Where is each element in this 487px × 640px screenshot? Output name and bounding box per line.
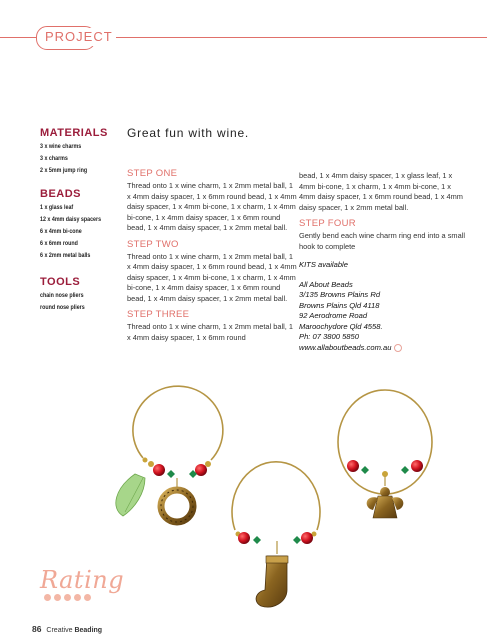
tools-list <box>40 276 124 312</box>
rating-dot <box>54 594 61 601</box>
kits-line: Maroochydore Qld 4558. <box>299 321 383 331</box>
kits-title: KITS available <box>299 260 348 269</box>
step-one-text: Thread onto 1 x wine charm, 1 x 2mm metal ball, 1 x 4mm daisy spacer, 1 x 6mm round bead, 1 x 4mm daisy spacer, 1 x 4mm bi-cone, 1 x charm, 1 x 4mm bi-cone, 1 x 4mm daisy spacer, 1 x 6mm round bead, 1 x 4mm daisy spacer, 1 x 2mm metal ball. <box>127 181 297 232</box>
beads-item: 6 x 6mm round <box>40 240 78 247</box>
beads-item: 12 x 4mm daisy spacers <box>40 216 102 223</box>
step-two-text: Thread onto 1 x wine charm, 1 x 2mm metal ball, 1 x 4mm daisy spacer, 1 x 6mm round bead, 1 x 4mm daisy spacer, 1 x 4mm bi-cone, 1 x charm, 1 x 4mm bi-cone, 1 x 4mm daisy spacer, 1 x 6mm round bead, 1 x 4mm daisy spacer, 1 x 2mm metal ball. <box>127 251 297 303</box>
step-two-title: STEP TWO <box>127 238 179 250</box>
materials-item: 3 x charms <box>40 155 68 162</box>
wine-charm-wreath <box>116 386 223 522</box>
step-four-title: STEP FOUR <box>299 218 356 229</box>
steps-column-left <box>127 168 297 348</box>
step-three-text-continued: bead, 1 x 4mm daisy spacer, 1 x glass leaf, 1 x 4mm bi-cone, 1 x charm, 1 x 4mm bi-cone, 1 x 4mm daisy spacer, 1 x 6mm round bead, 1 x 4mm daisy spacer, 1 x 2mm metal ball. <box>299 171 463 212</box>
page-footer <box>32 624 105 634</box>
kits-line: 3/135 Browns Plains Rd <box>299 290 381 299</box>
rating-dot <box>74 594 81 601</box>
magazine-name-bold: Beading <box>74 627 103 634</box>
tools-item: chain nose pliers <box>40 292 84 299</box>
page-number: 86 <box>32 624 42 634</box>
beads-heading: BEADS <box>40 188 82 200</box>
tools-heading: TOOLS <box>40 276 81 288</box>
ring-icon <box>394 344 402 352</box>
wine-charm-stocking <box>232 462 320 607</box>
beads-item: 1 x glass leaf <box>40 204 74 211</box>
section-label: PROJECT <box>42 28 116 46</box>
materials-list <box>40 127 124 175</box>
beads-item: 6 x 4mm bi-cone <box>40 228 82 235</box>
wine-charm-angel <box>338 390 432 518</box>
rating-dot <box>44 594 51 601</box>
step-three-text: Thread onto 1 x wine charm, 1 x 2mm metal ball, 1 x 4mm daisy spacer, 1 x 6mm round <box>127 322 293 342</box>
materials-item: 2 x 5mm jump ring <box>40 167 88 174</box>
kits-line: 92 Aerodrome Road <box>299 311 368 320</box>
kits-info <box>299 260 469 353</box>
kits-line: Ph: 07 3800 5850 <box>299 332 359 341</box>
step-three-title: STEP THREE <box>127 309 190 320</box>
steps-column-right <box>299 171 469 353</box>
step-four-text: Gently bend each wine charm ring end into a small hook to complete <box>299 231 465 251</box>
materials-heading: MATERIALS <box>40 127 108 139</box>
tagline: Great fun with wine. <box>127 126 250 140</box>
kits-line: All About Beads <box>299 279 353 289</box>
tools-item: round nose pliers <box>40 304 85 311</box>
beads-item: 6 x 2mm metal balls <box>40 252 91 259</box>
rating-dots <box>44 594 91 601</box>
beads-list <box>40 188 124 260</box>
step-one-title: STEP ONE <box>127 168 178 179</box>
kits-line: Browns Plains Qld 4118 <box>299 300 380 310</box>
wine-charms-photo <box>95 378 445 618</box>
materials-item: 3 x wine charms <box>40 143 82 150</box>
rating-dot <box>64 594 71 601</box>
rating-dot <box>84 594 91 601</box>
magazine-name: Creative <box>46 627 73 634</box>
kits-website[interactable]: www.allaboutbeads.com.au <box>299 342 392 352</box>
rating-label: Rating <box>40 566 125 594</box>
